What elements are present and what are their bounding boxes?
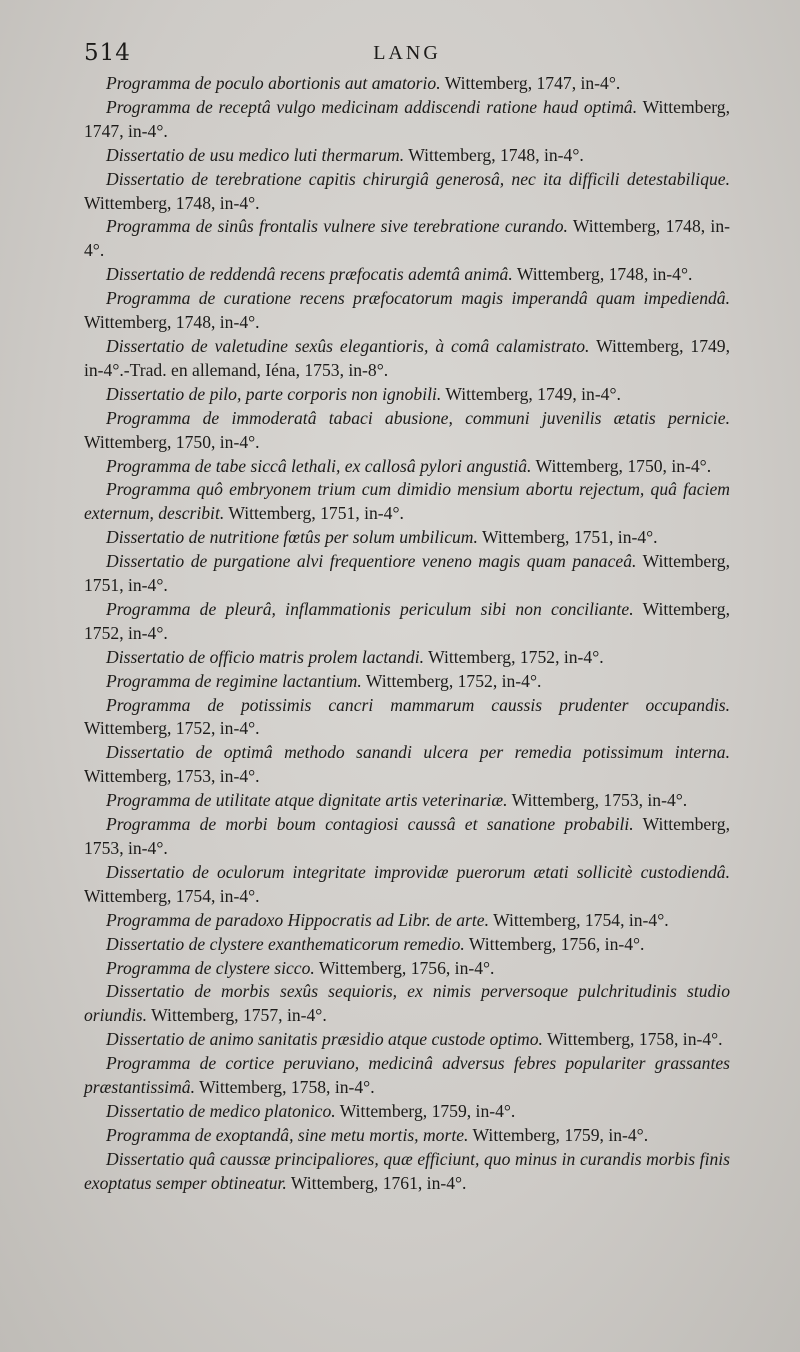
entry-publication: Wittemberg, 1754, in-4°. — [84, 885, 260, 906]
bibliography-entry — [84, 144, 730, 168]
bibliography-entry — [84, 215, 730, 263]
entry-title: Dissertatio de nutritione fœtûs per solum umbilicum. — [106, 527, 478, 548]
entry-publication: Wittemberg, 1758, in-4°. — [547, 1029, 723, 1050]
entry-title: Programma de morbi boum contagiosi caussâ et sanatione probabili. — [106, 814, 634, 835]
bibliography-entry — [84, 646, 730, 670]
entry-publication: Wittemberg, 1754, in-4°. — [493, 909, 669, 930]
entry-title: Programma de tabe siccâ lethali, ex callosâ pylori angustiâ. — [106, 455, 532, 476]
entry-publication: Wittemberg, 1750, in-4°. — [84, 431, 260, 452]
entry-publication: Wittemberg, 1748, in-4°. — [408, 144, 584, 165]
bibliography-list — [84, 72, 730, 1196]
page-number: 514 — [84, 40, 131, 66]
bibliography-entry — [84, 957, 730, 981]
entry-publication: Wittemberg, 1752, in-4°. — [428, 646, 604, 667]
bibliography-entry — [84, 168, 730, 216]
bibliography-entry — [84, 455, 730, 479]
bibliography-entry — [84, 1052, 730, 1100]
page-header — [84, 40, 730, 70]
entry-publication: Wittemberg, 1748, in-4°. — [516, 264, 693, 285]
entry-publication: Wittemberg, 1752, in-4°. — [365, 670, 542, 691]
bibliography-entry — [84, 478, 730, 526]
bibliography-entry — [84, 933, 730, 957]
entry-publication: Wittemberg, 1759, in-4°. — [339, 1100, 516, 1121]
bibliography-entry — [84, 550, 730, 598]
entry-title: Dissertatio quâ caussæ principaliores, quæ efficiunt, quo minus in curandis morbis finis exoptatus semper obtineatur. — [84, 1148, 730, 1193]
entry-title: Programma de poculo abortionis aut amatorio. — [106, 73, 441, 93]
bibliography-entry — [84, 407, 730, 455]
entry-title: Programma de regimine lactantium. — [106, 670, 362, 691]
bibliography-entry — [84, 741, 730, 789]
entry-title: Programma de cortice peruviano, medicinâ adversus febres populariter grassantes præstantissimâ. — [84, 1053, 730, 1098]
entry-title: Dissertatio de valetudine sexûs elegantioris, à comâ calamistrato. — [106, 335, 590, 356]
bibliography-entry — [84, 1100, 730, 1124]
entry-title: Dissertatio de oculorum integritate improvidæ puerorum ætati sollicitè custodiendâ. — [106, 861, 730, 882]
entry-publication: Wittemberg, 1748, in-4°. — [84, 216, 730, 261]
bibliography-entry — [84, 383, 730, 407]
bibliography-entry — [84, 335, 730, 383]
entry-publication: Wittemberg, 1750, in-4°. — [535, 455, 712, 476]
entry-publication: Wittemberg, 1756, in-4°. — [318, 957, 495, 978]
entry-title: Programma de pleurâ, inflammationis periculum sibi non conciliante. — [106, 598, 634, 619]
entry-title: Programma quô embryonem trium cum dimidio mensium abortu rejectum, quâ faciem externum, describit. — [84, 479, 730, 524]
bibliography-entry — [84, 909, 730, 933]
entry-publication: Wittemberg, 1751, in-4°. — [84, 551, 730, 596]
bibliography-entry — [84, 96, 730, 144]
bibliography-entry — [84, 1028, 730, 1052]
entry-title: Dissertatio de purgatione alvi frequentiore veneno magis quam panaceâ. — [106, 551, 637, 572]
entry-title: Programma de receptâ vulgo medicinam addiscendi ratione haud optimâ. — [106, 96, 638, 117]
entry-publication: Wittemberg, 1757, in-4°. — [151, 1005, 327, 1026]
entry-title: Programma de exoptandâ, sine metu mortis, morte. — [106, 1124, 469, 1145]
entry-title: Dissertatio de animo sanitatis præsidio atque custode optimo. — [106, 1029, 543, 1050]
bibliography-entry — [84, 1124, 730, 1148]
entry-publication: Wittemberg, 1749, in-4°.-Trad. en allemand, Iéna, 1753, in-8°. — [84, 335, 731, 380]
entry-title: Programma de utilitate atque dignitate artis veterinariæ. — [106, 790, 508, 811]
entry-title: Programma de sinûs frontalis vulnere sive terebratione curando. — [106, 216, 568, 237]
entry-title: Dissertatio de morbis sexûs sequioris, ex nimis perversoque pulchritudinis studio oriundis. — [84, 981, 730, 1026]
entry-publication: Wittemberg, 1758, in-4°. — [199, 1077, 375, 1098]
entry-publication: Wittemberg, 1761, in-4°. — [290, 1172, 467, 1193]
bibliography-entry — [84, 861, 730, 909]
bibliography-entry — [84, 287, 730, 335]
bibliography-entry — [84, 980, 730, 1028]
entry-title: Programma de curatione recens præfocatorum magis imperandâ quam impediendâ. — [106, 288, 730, 309]
entry-title: Dissertatio de pilo, parte corporis non ignobili. — [106, 383, 442, 404]
entry-publication: Wittemberg, 1752, in-4°. — [84, 718, 260, 739]
entry-title: Dissertatio de optimâ methodo sanandi ulcera per remedia potissimum interna. — [106, 742, 730, 763]
entry-title: Dissertatio de clystere exanthematicorum remedio. — [106, 933, 465, 954]
bibliography-entry — [84, 694, 730, 742]
bibliography-entry — [84, 598, 730, 646]
entry-publication: Wittemberg, 1747, in-4°. — [444, 73, 621, 93]
bibliography-entry — [84, 72, 730, 96]
entry-publication: Wittemberg, 1749, in-4°. — [445, 383, 621, 404]
bibliography-entry — [84, 789, 730, 813]
entry-title: Programma de paradoxo Hippocratis ad Libr. de arte. — [106, 909, 489, 930]
entry-title: Dissertatio de reddendâ recens præfocatis ademtâ animâ. — [106, 264, 513, 285]
entry-title: Programma de potissimis cancri mammarum caussis prudenter occupandis. — [106, 694, 730, 715]
entry-publication: Wittemberg, 1753, in-4°. — [84, 766, 260, 787]
entry-publication: Wittemberg, 1753, in-4°. — [511, 790, 688, 811]
entry-title: Dissertatio de usu medico luti thermarum. — [106, 144, 405, 165]
entry-title: Dissertatio de officio matris prolem lactandi. — [106, 646, 424, 667]
entry-title: Dissertatio de medico platonico. — [106, 1100, 336, 1121]
bibliography-entry — [84, 670, 730, 694]
entry-publication: Wittemberg, 1759, in-4°. — [472, 1124, 649, 1145]
bibliography-entry — [84, 1148, 730, 1196]
entry-publication: Wittemberg, 1756, in-4°. — [468, 933, 645, 954]
entry-publication: Wittemberg, 1751, in-4°. — [482, 527, 658, 548]
entry-publication: Wittemberg, 1748, in-4°. — [84, 312, 260, 333]
entry-publication: Wittemberg, 1748, in-4°. — [84, 192, 260, 213]
bibliography-entry — [84, 813, 730, 861]
entry-title: Dissertatio de terebratione capitis chirurgiâ generosâ, nec ita difficili detestabilique. — [106, 168, 730, 189]
entry-title: Programma de immoderatâ tabaci abusione, communi juvenilis ætatis pernicie. — [106, 407, 730, 428]
entry-publication: Wittemberg, 1751, in-4°. — [228, 503, 404, 524]
entry-publication: Wittemberg, 1752, in-4°. — [84, 598, 730, 643]
bibliography-entry — [84, 526, 730, 550]
entry-publication: Wittemberg, 1747, in-4°. — [84, 96, 730, 141]
entry-title: Programma de clystere sicco. — [106, 957, 315, 978]
entry-publication: Wittemberg, 1753, in-4°. — [84, 814, 730, 858]
bibliography-entry — [84, 263, 730, 287]
running-head: LANG — [373, 42, 441, 64]
